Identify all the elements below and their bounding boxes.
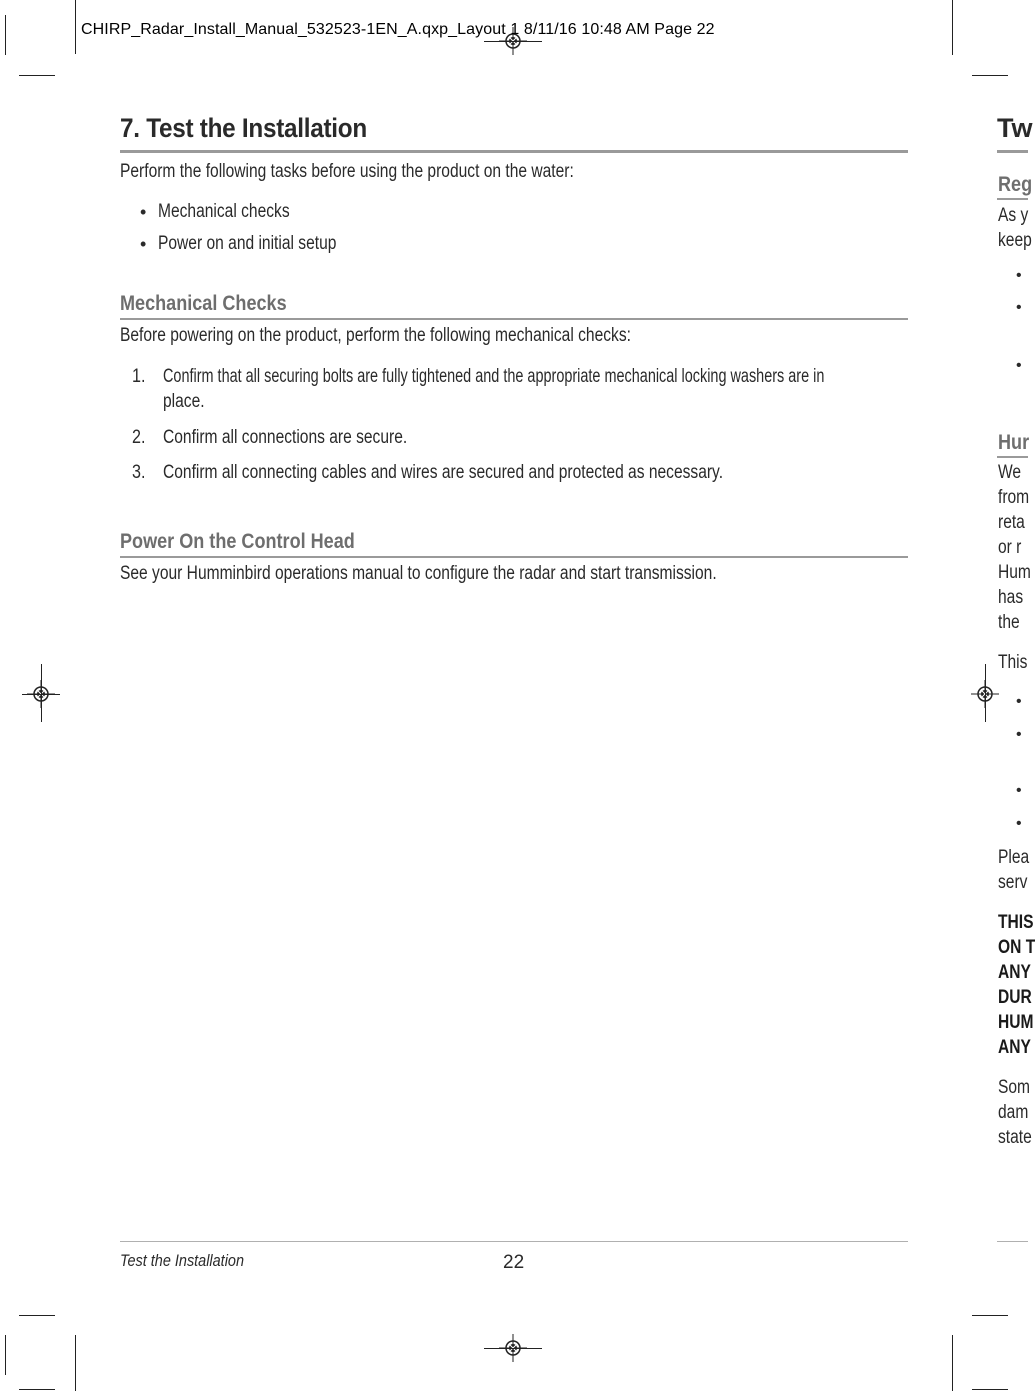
next-caps-line: ANY <box>998 1037 1031 1058</box>
section-rule <box>120 318 908 320</box>
next-caps-line: ANY <box>998 962 1031 983</box>
bullet-dot: • <box>1016 815 1022 832</box>
crop-mark <box>985 664 986 722</box>
next-text-line: Som <box>998 1077 1031 1098</box>
crop-mark <box>75 0 76 55</box>
crop-mark <box>19 1389 55 1390</box>
next-text-line: This <box>998 652 1028 673</box>
section-heading-mechanical: Mechanical Checks <box>120 292 287 315</box>
next-text-line: reta <box>998 512 1025 533</box>
next-text-line: keep <box>998 230 1032 251</box>
step-text-continued: place. <box>163 391 205 412</box>
step-number: 2. <box>132 427 146 448</box>
crop-mark <box>75 1335 76 1391</box>
section-heading-power: Power On the Control Head <box>120 530 355 553</box>
crop-mark <box>19 75 55 76</box>
crop-mark <box>22 694 60 695</box>
step-text: Confirm all connections are secure. <box>163 427 408 448</box>
crop-mark <box>5 1335 6 1375</box>
list-item: Power on and initial setup <box>158 233 337 254</box>
next-page-column <box>997 0 1035 1391</box>
page-title: 7. Test the Installation <box>120 113 367 143</box>
title-rule <box>997 150 1028 153</box>
step-number: 3. <box>132 462 146 483</box>
bullet-dot: • <box>1016 693 1022 710</box>
title-rule <box>120 150 908 153</box>
bullet-dot: • <box>1016 782 1022 799</box>
next-text-line: from <box>998 487 1030 508</box>
footer-rule <box>997 1241 1028 1242</box>
print-slug: CHIRP_Radar_Install_Manual_532523-1EN_A.qxp_Layout 1 8/11/16 10:48 AM Page 22 <box>81 21 715 38</box>
next-text-line: state <box>998 1127 1032 1148</box>
crop-mark <box>41 664 42 722</box>
crop-mark <box>952 0 953 55</box>
bullet-dot: • <box>1016 267 1022 284</box>
bullet-dot: • <box>1016 299 1022 316</box>
next-caps-line: DUR <box>998 987 1032 1008</box>
next-text-line: dam <box>998 1102 1029 1123</box>
intro-text: Perform the following tasks before using the product on the water: <box>120 161 574 182</box>
page-number: 22 <box>503 1252 525 1273</box>
bullet-dot: • <box>1016 357 1022 374</box>
footer-rule <box>120 1241 908 1242</box>
bullet-dot: • <box>140 234 147 254</box>
power-text: See your Humminbird operations manual to configure the radar and start transmission. <box>120 563 717 584</box>
next-text-line: the <box>998 612 1020 633</box>
next-caps-line: HUM <box>998 1012 1034 1033</box>
crop-mark <box>484 1348 542 1349</box>
list-item: Mechanical checks <box>158 201 290 222</box>
section-rule <box>997 198 1028 200</box>
step-text: Confirm all connecting cables and wires are secured and protected as necessary. <box>163 462 724 483</box>
crop-mark <box>19 1315 55 1316</box>
bullet-dot: • <box>140 202 147 222</box>
next-caps-line: THIS <box>998 912 1034 933</box>
next-text-line: serv <box>998 872 1028 893</box>
next-heading: Reg <box>998 173 1033 196</box>
crop-mark <box>484 41 542 42</box>
bullet-dot: • <box>1016 726 1022 743</box>
section-rule <box>120 556 908 558</box>
next-caps-line: ON T <box>998 937 1035 958</box>
next-text-line: has <box>998 587 1024 608</box>
step-number: 1. <box>132 366 146 387</box>
section-rule <box>997 456 1028 458</box>
next-text-line: Plea <box>998 847 1030 868</box>
step-text: Confirm that all securing bolts are fully tightened and the appropriate mechanical locking washers are in <box>163 366 825 387</box>
next-heading: Hur <box>998 431 1030 454</box>
next-page-title: Tw <box>997 113 1033 143</box>
crop-mark <box>5 15 6 55</box>
mechanical-intro: Before powering on the product, perform the following mechanical checks: <box>120 325 631 346</box>
next-text-line: Hum <box>998 562 1031 583</box>
next-text-line: or r <box>998 537 1022 558</box>
footer-section-label: Test the Installation <box>120 1251 244 1270</box>
crop-mark <box>952 1335 953 1391</box>
next-text-line: We <box>998 462 1022 483</box>
next-text-line: As y <box>998 205 1029 226</box>
